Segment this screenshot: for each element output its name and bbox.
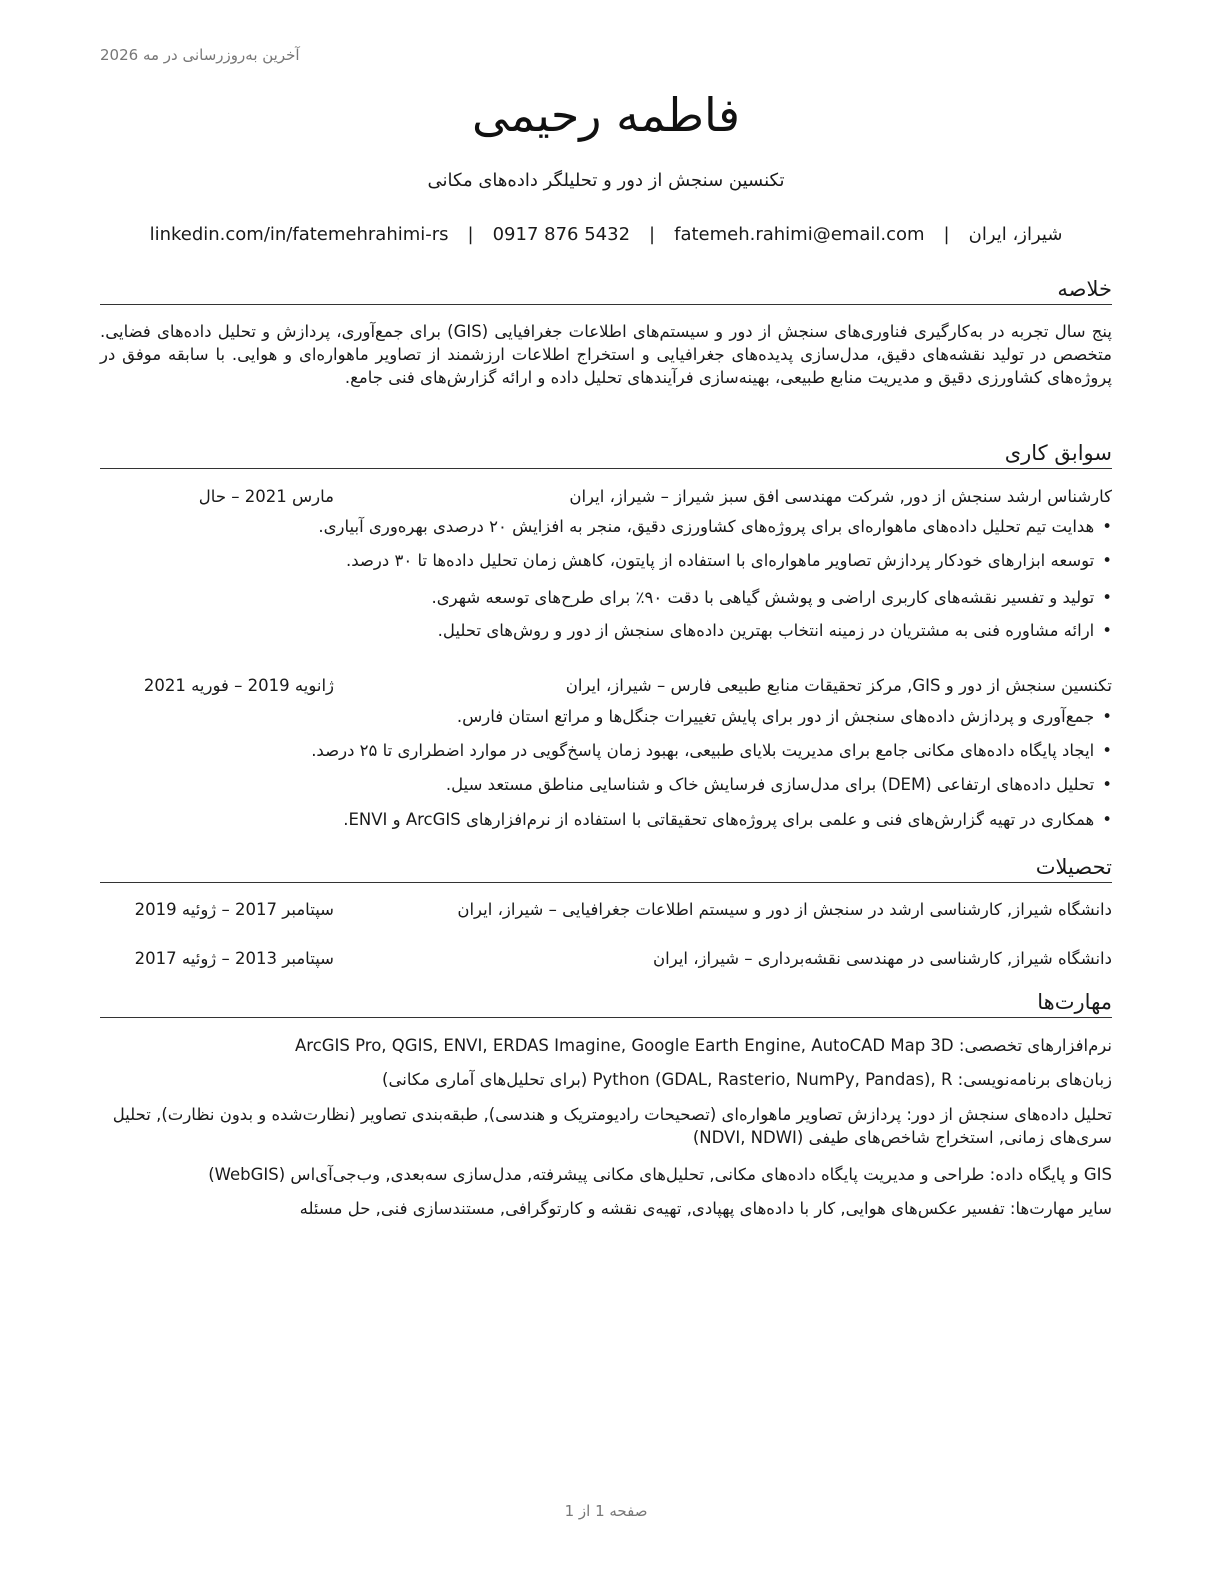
bullet-text: همکاری در تهیه گزارش‌های فنی و علمی برای پروژه‌های تحقیقاتی با استفاده از نرم‌افزارهای ArcGIS و ENVI. bbox=[343, 810, 1095, 829]
job-dates: ژانویه 2019 – فوریه 2021 bbox=[143, 676, 334, 695]
summary-text: پنج سال تجربه در به‌کارگیری فناوری‌های سنجش از دور و سیستم‌های اطلاعات جغرافیایی (GIS) برای جمع‌آوری، پردازش و تحلیل داده‌های فضایی. متخصص در تولید نقشه‌های دقیق، مدل‌سازی پدیده‌های جغرافیایی و استخراج اطلاعات ارزشمند از تصاویر ماهواره‌ای و هوایی. با سابقه موفق در پروژه‌های کشاورزی دقیق و مدیریت منابع طبیعی، بهینه‌سازی فرآیندهای تحلیل داده و ارائه گزارش‌های فنی جامع. bbox=[100, 322, 1112, 387]
bullet-dot-icon: • bbox=[1102, 741, 1112, 760]
contact-separator: | bbox=[649, 224, 656, 245]
education-dates: سپتامبر 2017 – ژوئیه 2019 bbox=[134, 900, 334, 919]
contact-separator: | bbox=[467, 224, 474, 245]
skill-line: نرم‌افزارهای تخصصی: ArcGIS Pro, QGIS, ENVI, ERDAS Imagine, Google Earth Engine, AutoCAD Map 3D bbox=[294, 1036, 1112, 1055]
contact-phone: 0917 876 5432 bbox=[492, 224, 631, 245]
bullet-dot-icon: • bbox=[1102, 588, 1112, 607]
skills-heading: مهارت‌ها bbox=[100, 989, 1112, 1018]
contact-line bbox=[100, 224, 1112, 245]
skill-line: زبان‌های برنامه‌نویسی: Python (GDAL, Rasterio, NumPy, Pandas), R (برای تحلیل‌های آماری مکانی) bbox=[382, 1070, 1112, 1089]
last-updated: آخرین به‌روزرسانی در مه 2026 bbox=[100, 46, 300, 64]
bullet-dot-icon: • bbox=[1102, 621, 1112, 640]
education-item bbox=[100, 946, 1112, 972]
job-bullet bbox=[100, 548, 1112, 574]
job-bullet bbox=[100, 514, 1112, 540]
person-name: فاطمه رحیمی bbox=[472, 88, 740, 142]
education-heading: تحصیلات bbox=[100, 854, 1112, 883]
education-text: دانشگاه شیراز, کارشناسی در مهندسی نقشه‌برداری – شیراز، ایران bbox=[653, 949, 1112, 968]
bullet-text: تولید و تفسیر نقشه‌های کاربری اراضی و پوشش گیاهی با دقت ۹۰٪ برای طرح‌های توسعه شهری. bbox=[431, 588, 1095, 607]
contact-email[interactable]: fatemeh.rahimi@email.com bbox=[674, 224, 925, 245]
skill-line: سایر مهارت‌ها: تفسیر عکس‌های هوایی, کار با داده‌های پهپادی, تهیه‌ی نقشه و کارتوگرافی, مستندسازی فنی, حل مسئله bbox=[299, 1199, 1112, 1218]
bullet-dot-icon: • bbox=[1102, 517, 1112, 536]
bullet-text: توسعه ابزارهای خودکار پردازش تصاویر ماهواره‌ای با استفاده از پایتون، کاهش زمان تحلیل داده‌ها تا ۳۰ درصد. bbox=[346, 551, 1095, 570]
job-title: تکنسین سنجش از دور و تحلیلگر داده‌های مکانی bbox=[427, 170, 785, 191]
education-item bbox=[100, 897, 1112, 923]
bullet-dot-icon: • bbox=[1102, 707, 1112, 726]
job-bullet bbox=[100, 618, 1112, 644]
bullet-text: هدایت تیم تحلیل داده‌های ماهواره‌ای برای پروژه‌های کشاورزی دقیق، منجر به افزایش ۲۰ درصدی بهره‌وری آبیاری. bbox=[318, 517, 1095, 536]
job-bullet bbox=[100, 704, 1112, 730]
contact-separator: | bbox=[943, 224, 950, 245]
job-header bbox=[100, 484, 1112, 510]
job-bullet bbox=[100, 772, 1112, 798]
bullet-text: ارائه مشاوره فنی به مشتریان در زمینه انتخاب بهترین داده‌های سنجش از دور و روش‌های تحلیل. bbox=[437, 621, 1095, 640]
job-role: کارشناس ارشد سنجش از دور, شرکت مهندسی افق سبز شیراز – شیراز، ایران bbox=[569, 487, 1112, 506]
education-text: دانشگاه شیراز, کارشناسی ارشد در سنجش از دور و سیستم اطلاعات جغرافیایی – شیراز، ایران bbox=[457, 900, 1112, 919]
bullet-dot-icon: • bbox=[1102, 551, 1112, 570]
job-role: تکنسین سنجش از دور و GIS, مرکز تحقیقات منابع طبیعی فارس – شیراز، ایران bbox=[565, 676, 1112, 695]
bullet-text: ایجاد پایگاه داده‌های مکانی جامع برای مدیریت بلایای طبیعی، بهبود زمان پاسخ‌گویی در موارد اضطراری تا ۲۵ درصد. bbox=[311, 741, 1095, 760]
contact-location: شیراز، ایران bbox=[968, 224, 1063, 245]
job-bullet bbox=[100, 738, 1112, 764]
bullet-dot-icon: • bbox=[1102, 810, 1112, 829]
job-bullet bbox=[100, 585, 1112, 611]
summary-heading: خلاصه bbox=[100, 276, 1112, 305]
resume-page bbox=[100, 0, 1112, 1584]
bullet-dot-icon: • bbox=[1102, 775, 1112, 794]
job-header bbox=[100, 673, 1112, 699]
skill-line: تحلیل داده‌های سنجش از دور: پردازش تصاویر ماهواره‌ای (تصحیحات رادیومتریک و هندسی), طبقه‌بندی تصاویر (نظارت‌شده و بدون نظارت), تحلیل سری‌های زمانی, استخراج شاخص‌های طیفی (NDVI, NDWI) bbox=[112, 1105, 1112, 1147]
page-number: صفحه 1 از 1 bbox=[564, 1502, 648, 1520]
skill-line: GIS و پایگاه داده: طراحی و مدیریت پایگاه داده‌های مکانی, تحلیل‌های مکانی پیشرفته, مدل‌سازی سه‌بعدی, وب‌جی‌آی‌اس (WebGIS) bbox=[208, 1165, 1112, 1184]
education-dates: سپتامبر 2013 – ژوئیه 2017 bbox=[134, 949, 334, 968]
bullet-text: تحلیل داده‌های ارتفاعی (DEM) برای مدل‌سازی فرسایش خاک و شناسایی مناطق مستعد سیل. bbox=[445, 775, 1095, 794]
job-bullet bbox=[100, 807, 1112, 833]
job-dates: مارس 2021 – حال bbox=[198, 487, 334, 506]
contact-linkedin[interactable]: linkedin.com/in/fatemehrahimi-rs bbox=[149, 224, 449, 245]
experience-heading: سوابق کاری bbox=[100, 440, 1112, 469]
bullet-text: جمع‌آوری و پردازش داده‌های سنجش از دور برای پایش تغییرات جنگل‌ها و مراتع استان فارس. bbox=[456, 707, 1095, 726]
